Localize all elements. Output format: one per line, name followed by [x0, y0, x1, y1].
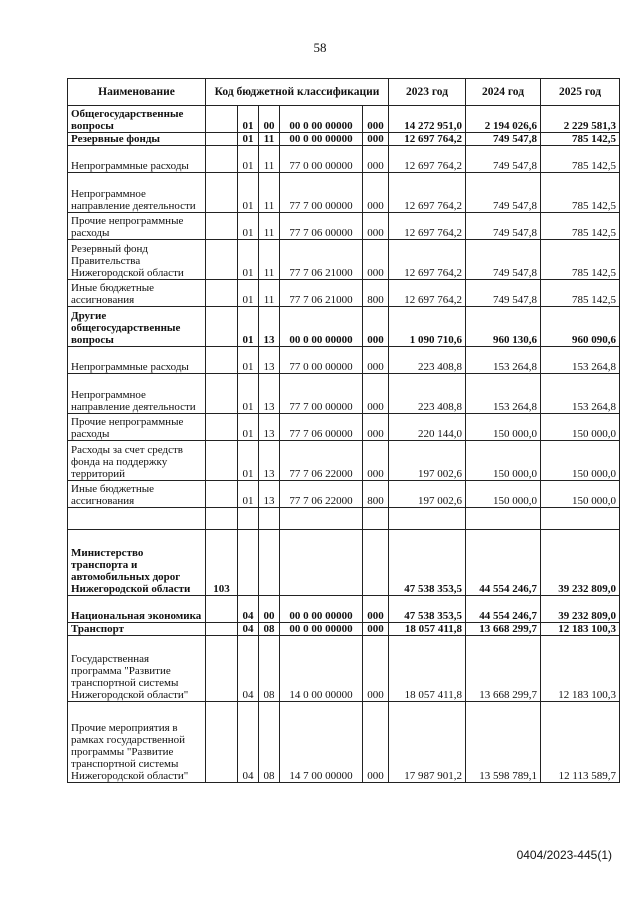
table-row [68, 702, 620, 783]
cell-2025: 785 142,5 [541, 213, 620, 240]
cell-2023: 18 057 411,8 [389, 623, 466, 636]
table-row [68, 133, 620, 146]
cell-2025: 785 142,5 [541, 146, 620, 173]
cell-name: Министерство транспорта и автомобильных дорог Нижегородской области [68, 530, 206, 596]
cell-subsection [259, 530, 280, 596]
cell-target: 77 7 00 00000 [280, 173, 363, 213]
cell-section: 01 [238, 173, 259, 213]
cell-2024: 13 598 789,1 [466, 702, 541, 783]
cell-subsection [259, 508, 280, 530]
cell-target: 77 7 06 21000 [280, 240, 363, 280]
cell-expense [363, 508, 389, 530]
cell-subsection: 11 [259, 240, 280, 280]
cell-section: 01 [238, 146, 259, 173]
cell-2024: 150 000,0 [466, 414, 541, 441]
cell-name: Другие общегосударственные вопросы [68, 307, 206, 347]
cell-subsection: 13 [259, 307, 280, 347]
cell-name: Непрограммное направление деятельности [68, 374, 206, 414]
cell-target: 00 0 00 00000 [280, 133, 363, 146]
cell-2023: 14 272 951,0 [389, 106, 466, 133]
cell-section: 01 [238, 481, 259, 508]
table-row [68, 596, 620, 623]
cell-expense: 800 [363, 481, 389, 508]
table-row [68, 106, 620, 133]
cell-section: 04 [238, 702, 259, 783]
cell-subsection: 08 [259, 623, 280, 636]
cell-ministry [206, 173, 238, 213]
cell-expense: 000 [363, 623, 389, 636]
cell-2024: 749 547,8 [466, 240, 541, 280]
cell-subsection: 13 [259, 374, 280, 414]
cell-target: 77 7 06 21000 [280, 280, 363, 307]
cell-ministry [206, 414, 238, 441]
cell-2024: 150 000,0 [466, 441, 541, 481]
table-row [68, 347, 620, 374]
table-row [68, 307, 620, 347]
table-row [68, 240, 620, 280]
cell-subsection: 11 [259, 280, 280, 307]
cell-target: 77 7 06 22000 [280, 481, 363, 508]
cell-ministry [206, 213, 238, 240]
cell-2023: 12 697 764,2 [389, 146, 466, 173]
cell-name: Непрограммное направление деятельности [68, 173, 206, 213]
cell-target: 14 0 00 00000 [280, 636, 363, 702]
cell-2023: 18 057 411,8 [389, 636, 466, 702]
table-row [68, 636, 620, 702]
cell-2023: 220 144,0 [389, 414, 466, 441]
cell-expense: 000 [363, 441, 389, 481]
cell-expense [363, 530, 389, 596]
cell-2025: 150 000,0 [541, 441, 620, 481]
cell-section: 01 [238, 441, 259, 481]
table-row [68, 441, 620, 481]
cell-name: Прочие непрограммные расходы [68, 213, 206, 240]
cell-expense: 800 [363, 280, 389, 307]
table-row [68, 173, 620, 213]
cell-subsection: 00 [259, 106, 280, 133]
cell-target: 77 7 06 22000 [280, 441, 363, 481]
cell-target: 00 0 00 00000 [280, 307, 363, 347]
cell-ministry [206, 441, 238, 481]
cell-2024: 749 547,8 [466, 173, 541, 213]
cell-target: 00 0 00 00000 [280, 623, 363, 636]
header-code: Код бюджетной классификации [206, 79, 389, 106]
cell-expense: 000 [363, 347, 389, 374]
cell-target: 77 0 00 00000 [280, 146, 363, 173]
cell-ministry [206, 623, 238, 636]
cell-subsection: 08 [259, 636, 280, 702]
cell-name: Непрограммные расходы [68, 347, 206, 374]
cell-section: 04 [238, 636, 259, 702]
cell-2025: 785 142,5 [541, 240, 620, 280]
cell-2024: 13 668 299,7 [466, 623, 541, 636]
cell-2025: 2 229 581,3 [541, 106, 620, 133]
document-code: 0404/2023-445(1) [516, 848, 612, 862]
cell-ministry [206, 106, 238, 133]
cell-2023 [389, 508, 466, 530]
cell-2024: 44 554 246,7 [466, 530, 541, 596]
cell-expense: 000 [363, 146, 389, 173]
cell-section: 01 [238, 307, 259, 347]
cell-name: Расходы за счет средств фонда на поддержку территорий [68, 441, 206, 481]
cell-2025: 153 264,8 [541, 374, 620, 414]
cell-2024: 153 264,8 [466, 374, 541, 414]
table-row [68, 508, 620, 530]
cell-2025: 12 183 100,3 [541, 636, 620, 702]
cell-2023: 12 697 764,2 [389, 133, 466, 146]
cell-2025: 150 000,0 [541, 414, 620, 441]
cell-target [280, 508, 363, 530]
cell-section: 01 [238, 133, 259, 146]
cell-expense: 000 [363, 133, 389, 146]
cell-expense: 000 [363, 240, 389, 280]
cell-2024: 153 264,8 [466, 347, 541, 374]
cell-ministry [206, 636, 238, 702]
cell-2025: 785 142,5 [541, 280, 620, 307]
cell-2025: 785 142,5 [541, 133, 620, 146]
cell-2024: 150 000,0 [466, 481, 541, 508]
cell-expense: 000 [363, 307, 389, 347]
cell-subsection: 11 [259, 213, 280, 240]
cell-ministry [206, 146, 238, 173]
cell-name: Прочие мероприятия в рамках государственной программы "Развитие транспортной системы Нижегородской области" [68, 702, 206, 783]
cell-name [68, 508, 206, 530]
cell-expense: 000 [363, 414, 389, 441]
cell-2025: 39 232 809,0 [541, 530, 620, 596]
cell-2023: 47 538 353,5 [389, 530, 466, 596]
cell-section: 01 [238, 347, 259, 374]
table-row [68, 374, 620, 414]
cell-subsection: 13 [259, 481, 280, 508]
cell-2024: 13 668 299,7 [466, 636, 541, 702]
header-2025: 2025 год [541, 79, 620, 106]
cell-target: 00 0 00 00000 [280, 596, 363, 623]
cell-ministry [206, 133, 238, 146]
cell-2023: 197 002,6 [389, 481, 466, 508]
cell-target: 77 7 06 00000 [280, 414, 363, 441]
cell-subsection: 11 [259, 173, 280, 213]
cell-ministry [206, 481, 238, 508]
cell-2024: 749 547,8 [466, 133, 541, 146]
table-body [68, 106, 620, 783]
cell-subsection: 13 [259, 441, 280, 481]
cell-section [238, 530, 259, 596]
cell-2024: 749 547,8 [466, 146, 541, 173]
cell-2025: 12 113 589,7 [541, 702, 620, 783]
cell-name: Транспорт [68, 623, 206, 636]
cell-name: Резервный фонд Правительства Нижегородской области [68, 240, 206, 280]
cell-2024: 749 547,8 [466, 280, 541, 307]
page-number: 58 [313, 40, 327, 55]
cell-2024: 749 547,8 [466, 213, 541, 240]
cell-2025: 785 142,5 [541, 173, 620, 213]
cell-2025: 39 232 809,0 [541, 596, 620, 623]
cell-name: Национальная экономика [68, 596, 206, 623]
cell-2023: 12 697 764,2 [389, 173, 466, 213]
cell-ministry [206, 307, 238, 347]
cell-subsection: 00 [259, 596, 280, 623]
cell-section [238, 508, 259, 530]
cell-expense: 000 [363, 173, 389, 213]
cell-name: Прочие непрограммные расходы [68, 414, 206, 441]
table-header-row [68, 79, 620, 106]
cell-2023: 223 408,8 [389, 374, 466, 414]
cell-2024: 960 130,6 [466, 307, 541, 347]
cell-name: Иные бюджетные ассигнования [68, 280, 206, 307]
cell-name: Иные бюджетные ассигнования [68, 481, 206, 508]
cell-ministry [206, 280, 238, 307]
cell-ministry [206, 596, 238, 623]
header-2023: 2023 год [389, 79, 466, 106]
cell-2024 [466, 508, 541, 530]
cell-ministry: 103 [206, 530, 238, 596]
cell-ministry [206, 240, 238, 280]
cell-ministry [206, 508, 238, 530]
cell-section: 01 [238, 280, 259, 307]
cell-expense: 000 [363, 636, 389, 702]
cell-2023: 12 697 764,2 [389, 280, 466, 307]
cell-2025 [541, 508, 620, 530]
cell-target: 00 0 00 00000 [280, 106, 363, 133]
cell-section: 04 [238, 623, 259, 636]
cell-2023: 47 538 353,5 [389, 596, 466, 623]
table-row [68, 414, 620, 441]
table-row [68, 530, 620, 596]
cell-subsection: 11 [259, 146, 280, 173]
cell-section: 04 [238, 596, 259, 623]
cell-2024: 2 194 026,6 [466, 106, 541, 133]
header-name: Наименование [68, 79, 206, 106]
cell-name: Общегосударственные вопросы [68, 106, 206, 133]
cell-section: 01 [238, 414, 259, 441]
table-row [68, 481, 620, 508]
cell-expense: 000 [363, 374, 389, 414]
cell-section: 01 [238, 374, 259, 414]
header-2024: 2024 год [466, 79, 541, 106]
cell-subsection: 08 [259, 702, 280, 783]
cell-subsection: 11 [259, 133, 280, 146]
cell-subsection: 13 [259, 347, 280, 374]
cell-subsection: 13 [259, 414, 280, 441]
cell-2023: 197 002,6 [389, 441, 466, 481]
cell-name: Непрограммные расходы [68, 146, 206, 173]
cell-2025: 153 264,8 [541, 347, 620, 374]
cell-2023: 17 987 901,2 [389, 702, 466, 783]
cell-2025: 12 183 100,3 [541, 623, 620, 636]
table-row [68, 146, 620, 173]
cell-2023: 1 090 710,6 [389, 307, 466, 347]
cell-target: 77 7 00 00000 [280, 374, 363, 414]
cell-section: 01 [238, 240, 259, 280]
table-row [68, 280, 620, 307]
cell-target [280, 530, 363, 596]
table-row [68, 213, 620, 240]
cell-expense: 000 [363, 106, 389, 133]
cell-2024: 44 554 246,7 [466, 596, 541, 623]
cell-2023: 12 697 764,2 [389, 213, 466, 240]
budget-table [67, 78, 620, 783]
cell-name: Резервные фонды [68, 133, 206, 146]
cell-ministry [206, 702, 238, 783]
cell-name: Государственная программа "Развитие транспортной системы Нижегородской области" [68, 636, 206, 702]
cell-2025: 960 090,6 [541, 307, 620, 347]
cell-ministry [206, 374, 238, 414]
cell-ministry [206, 347, 238, 374]
cell-section: 01 [238, 106, 259, 133]
cell-2023: 223 408,8 [389, 347, 466, 374]
cell-expense: 000 [363, 213, 389, 240]
cell-section: 01 [238, 213, 259, 240]
cell-2023: 12 697 764,2 [389, 240, 466, 280]
table-row [68, 623, 620, 636]
cell-target: 77 0 00 00000 [280, 347, 363, 374]
cell-expense: 000 [363, 702, 389, 783]
cell-expense: 000 [363, 596, 389, 623]
cell-target: 14 7 00 00000 [280, 702, 363, 783]
cell-target: 77 7 06 00000 [280, 213, 363, 240]
cell-2025: 150 000,0 [541, 481, 620, 508]
